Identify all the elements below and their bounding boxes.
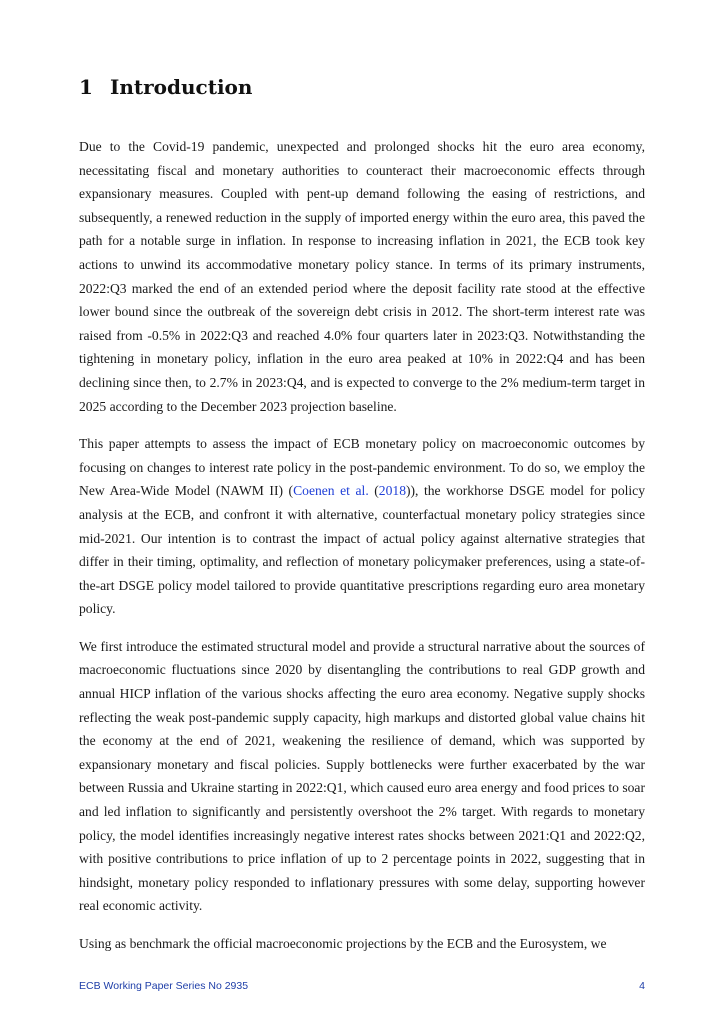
paragraph-4: Using as benchmark the official macroeconomic projections by the ECB and the Eurosystem, we: [79, 936, 607, 951]
footer-series-label: ECB Working Paper Series No 2935: [79, 980, 249, 992]
section-number: 1: [79, 75, 93, 99]
footer-page-number: 4: [639, 980, 645, 992]
section-heading: [79, 73, 252, 101]
citation-paren: (: [368, 483, 379, 499]
paragraph-2: [79, 432, 645, 621]
section-title: Introduction: [110, 75, 253, 99]
citation-coenen-year-link[interactable]: 2018: [378, 483, 406, 499]
paragraph-2-text-after: )), the workhorse DSGE model for policy analysis at the ECB, and confront it with alternative, counterfactual monetary policy strategies since mid-2021. Our intention is to contrast the impact of actual policy against alternative strategies that differ in their timing, optimality, and reflection of monetary policymaker preferences, using a state-of-the-art DSGE policy model tailored to provide quantitative prescriptions regarding euro area monetary policy.: [79, 483, 646, 617]
citation-coenen-author-link[interactable]: Coenen et al.: [293, 483, 369, 499]
body-text: [79, 135, 645, 970]
paragraph-3: We first introduce the estimated structural model and provide a structural narrative about the sources of macroeconomic fluctuations since 2020 by disentangling the contributions to real GDP growth and annual HICP inflation of the various shocks affecting the euro area economy. Negative supply shocks reflecting the weak post-pandemic supply capacity, high markups and distorted global value chains hit the economy at the end of 2021, weakening the resilience of demand, which was supported by expansionary monetary and fiscal policies. Supply bottlenecks were further exacerbated by the war between Russia and Ukraine starting in 2022:Q1, which caused euro area energy and food prices to soar and led inflation to significantly and persistently overshoot the 2% target. With regards to monetary policy, the model identifies increasingly negative interest rates shocks between 2021:Q1 and 2022:Q2, with positive contributions to price inflation of up to 2 percentage points in 2022, suggesting that in hindsight, monetary policy responded to inflationary pressures with some delay, supporting however real economic activity.: [79, 638, 645, 914]
paragraph-1: Due to the Covid-19 pandemic, unexpected and prolonged shocks hit the euro area economy, necessitating fiscal and monetary authorities to counteract their macroeconomic effects through expansionary measures. Coupled with pent-up demand following the easing of restrictions, and subsequently, a renewed reduction in the supply of imported energy within the euro area, this paved the path for a notable surge in inflation. In response to increasing inflation in 2021, the ECB took key actions to unwind its accommodative monetary policy stance. In terms of its primary instruments, 2022:Q3 marked the end of an extended period where the deposit facility rate stood at the effective lower bound since the outbreak of the sovereign debt crisis in 2012. The short-term interest rate was raised from -0.5% in 2022:Q3 and reached 4.0% four quarters later in 2023:Q3. Notwithstanding the tightening in monetary policy, inflation in the euro area peaked at 10% in 2022:Q4 and has been declining since then, to 2.7% in 2023:Q4, and is expected to converge to the 2% medium-term target in 2025 according to the December 2023 projection baseline.: [79, 139, 645, 414]
paragraph-2-text-before: This paper attempts to assess the impact of ECB monetary policy on macroeconomic outcomes by focusing on changes to interest rate policy in the post-pandemic environment. To do so, we employ the New Area-Wide Model (NAWM II) (: [79, 436, 645, 499]
